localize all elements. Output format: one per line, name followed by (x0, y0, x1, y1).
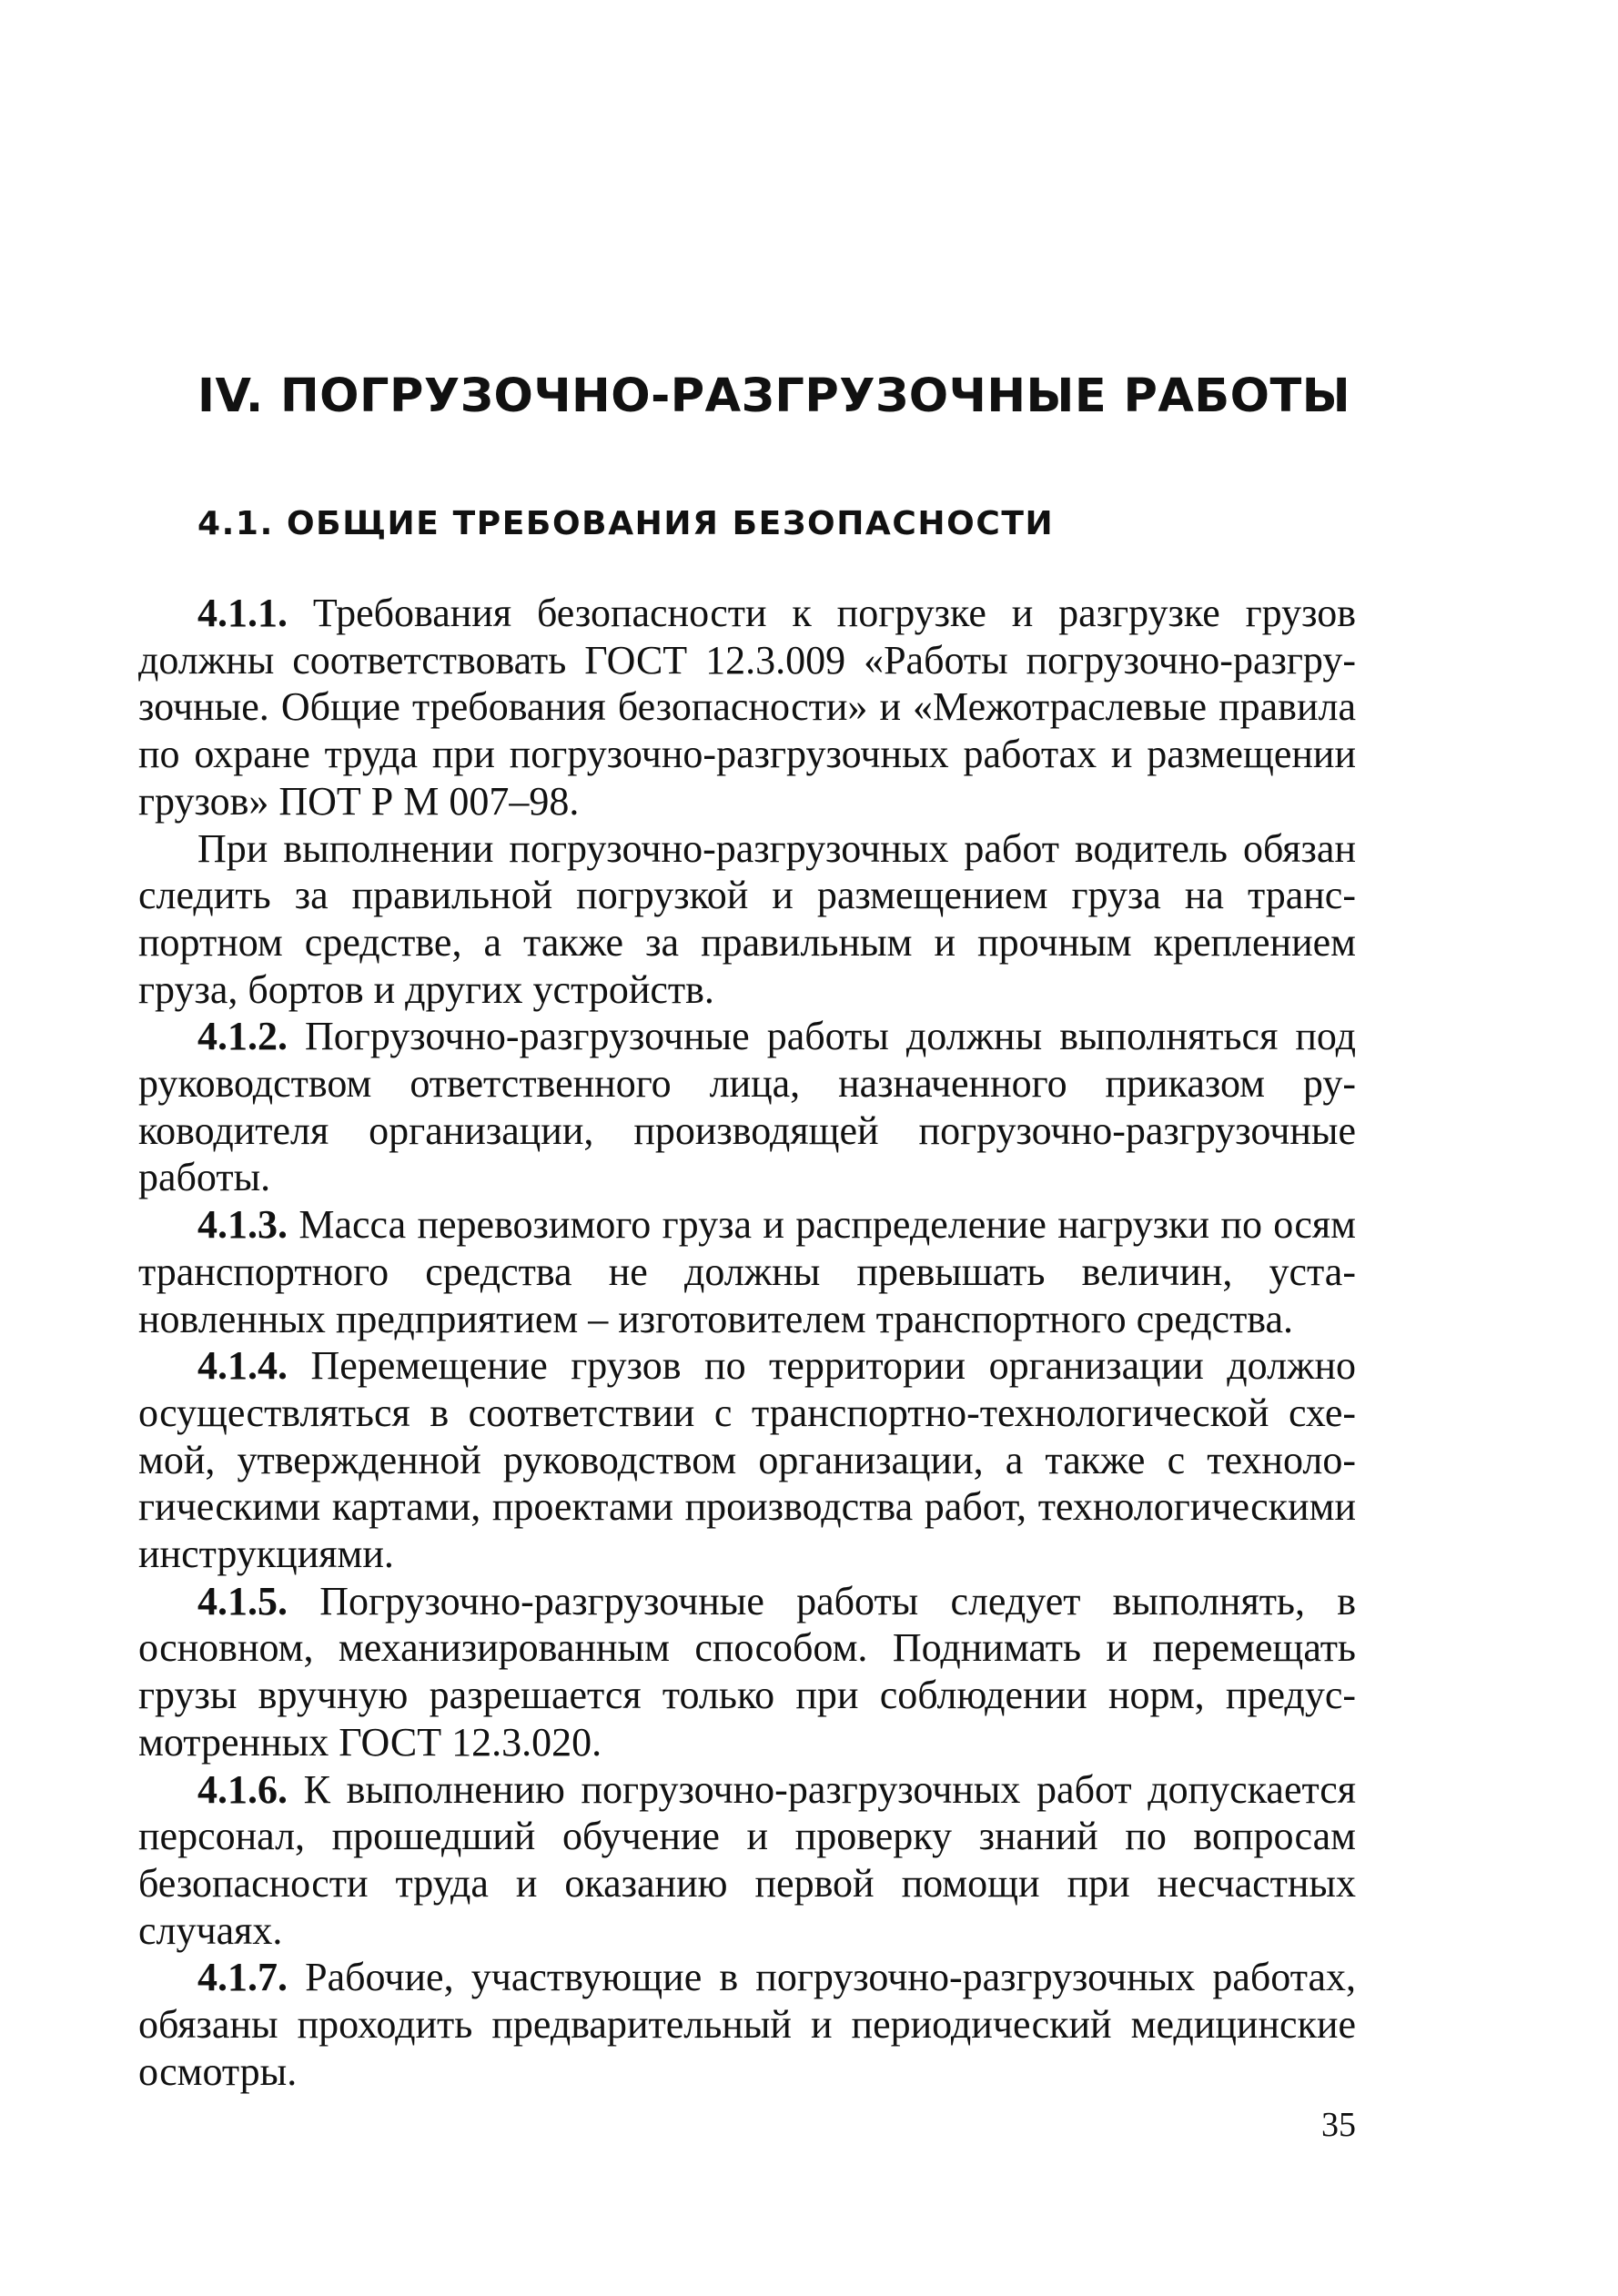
paragraph-text: К выполнению погрузочно-разгрузочных работ допускается персонал, прошедший обучение и проверку знаний по вопросам безопасности труда и оказанию первой помощи при несчастных случаях. (138, 1766, 1356, 1953)
paragraph-number: 4.1.5. (197, 1578, 288, 1623)
paragraph-text: Рабочие, участвующие в погрузочно-разгрузочных работах, обязаны проходить предварительный и периодический медицинские осмотры. (138, 1955, 1356, 2094)
paragraph-text: Требования безопасности к погрузке и разгрузке грузов должны соответствовать ГОСТ 12.3.009 «Работы погрузочно-разгрузочные. Общие требования безопасности» и «Межотраслевые правила по охране труда при погрузочно-разгрузочных работах и размещении грузов» ПОТ Р М 007–98. (138, 591, 1356, 824)
chapter-title: IV. ПОГРУЗОЧНО-РАЗГРУЗОЧНЫЕ РАБОТЫ (197, 369, 1351, 423)
paragraph-number: 4.1.6. (197, 1766, 288, 1812)
paragraph-4-1-2 (138, 1013, 1356, 1201)
paragraph-4-1-4 (138, 1342, 1356, 1578)
paragraph-text: Погрузочно-разгрузочные работы следует выполнять, в основном, механизированным способом. Поднимать и перемещать грузы вручную разрешается только при соблюдении норм, предусмотренных ГОСТ 12.3.020. (138, 1578, 1356, 1765)
paragraph-text: Погрузочно-разгрузочные работы должны выполняться под руководством ответственного лица, назначенного приказом руководителя организации, производящей погрузочно-разгрузочные работы. (138, 1014, 1356, 1200)
paragraph-text: Перемещение грузов по территории организации должно осуществляться в соответствии с транспортно-технологической схемой, утвержденной руководством организации, а также с технологическими картами, проектами производства работ, технологическими инструкциями. (138, 1343, 1356, 1577)
paragraph-4-1-5 (138, 1578, 1356, 1766)
paragraph-4-1-3 (138, 1201, 1356, 1342)
paragraph-number: 4.1.3. (197, 1202, 288, 1248)
paragraph-4-1-7 (138, 1954, 1356, 2095)
body-text (138, 590, 1356, 2096)
paragraph-text: Масса перевозимого груза и распределение нагрузки по осям транспортного средства не должны превышать величин, установленных предприятием – изготовителем транспортного средства. (138, 1202, 1356, 1341)
section-title: 4.1. ОБЩИЕ ТРЕБОВАНИЯ БЕЗОПАСНОСТИ (197, 505, 1055, 542)
paragraph-4-1-6 (138, 1766, 1356, 1955)
paragraph-driver-duties (138, 825, 1356, 1014)
paragraph-text: При выполнении погрузочно-разгрузочных работ водитель обязан следить за правильной погрузкой и размещением груза на транспортном средстве, а также за правильным и прочным креплением груза, бортов и других устройств. (138, 825, 1356, 1012)
paragraph-number: 4.1.2. (197, 1014, 288, 1059)
paragraph-4-1-1 (138, 590, 1356, 825)
page-number: 35 (1321, 2106, 1356, 2144)
paragraph-number: 4.1.1. (197, 591, 288, 635)
paragraph-number: 4.1.7. (197, 1955, 288, 2000)
paragraph-number: 4.1.4. (197, 1343, 288, 1389)
